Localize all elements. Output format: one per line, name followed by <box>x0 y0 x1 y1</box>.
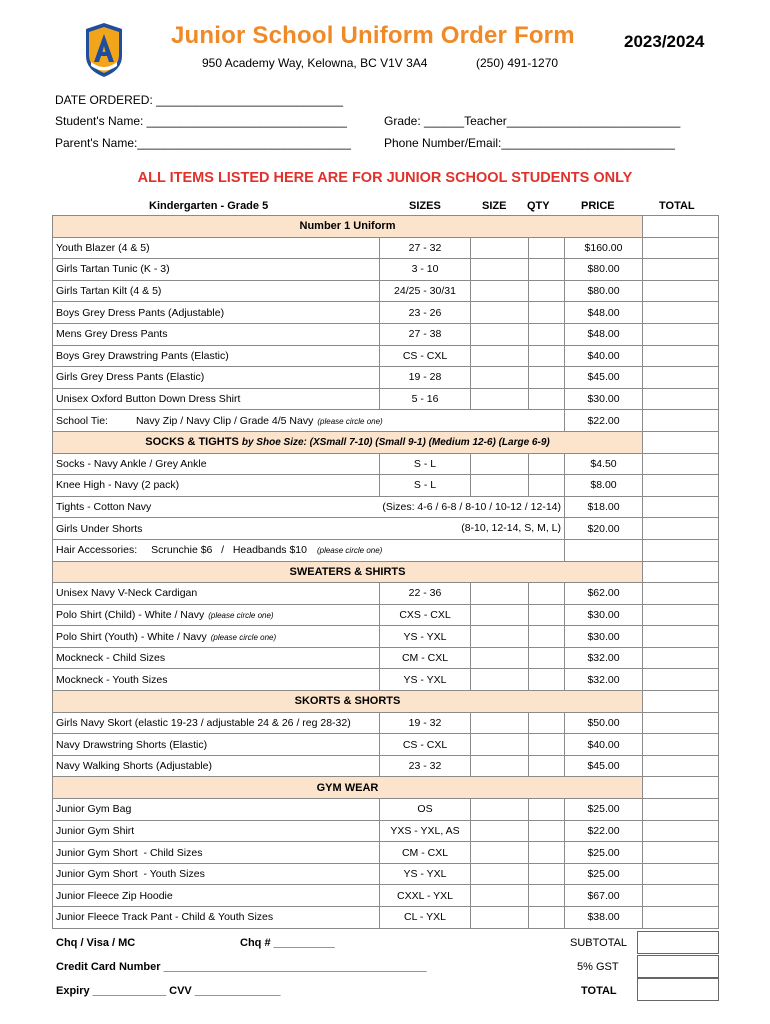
expiry-cvv-field[interactable]: Expiry ____________ CVV ______________ <box>56 985 281 997</box>
item-price: $80.00 <box>565 259 643 281</box>
item-sizes: YS - YXL <box>380 863 471 885</box>
size-cell[interactable] <box>471 604 529 626</box>
total-cell[interactable] <box>643 604 719 626</box>
qty-cell[interactable] <box>529 712 565 734</box>
size-cell[interactable] <box>471 820 529 842</box>
size-cell[interactable] <box>471 259 529 281</box>
table-row <box>53 237 719 259</box>
table-row <box>53 626 719 648</box>
qty-cell[interactable] <box>529 345 565 367</box>
circle-one-note: (please circle one) <box>316 546 383 556</box>
school-phone: (250) 491-1270 <box>476 56 559 70</box>
size-header: SIZE <box>482 200 507 212</box>
size-cell[interactable] <box>471 323 529 345</box>
item-sizes: 27 - 38 <box>380 323 471 345</box>
total-cell[interactable] <box>643 237 719 259</box>
item-sizes: YXS - YXL, AS <box>380 820 471 842</box>
price-header: PRICE <box>581 200 615 212</box>
qty-cell[interactable] <box>529 388 565 410</box>
total-cell[interactable] <box>643 259 719 281</box>
size-cell[interactable] <box>471 885 529 907</box>
item-name: Junior Fleece Zip Hoodie <box>53 885 380 907</box>
size-cell[interactable] <box>471 453 529 475</box>
table-row <box>53 863 719 885</box>
item-sizes: CXS - CXL <box>380 604 471 626</box>
item-name: Mens Grey Dress Pants <box>53 323 380 345</box>
item-price: $4.50 <box>565 453 643 475</box>
item-sizes: 23 - 32 <box>380 755 471 777</box>
item-sizes: 27 - 32 <box>380 237 471 259</box>
qty-header: QTY <box>527 200 550 212</box>
item-price: $18.00 <box>565 496 643 518</box>
item-price: $30.00 <box>565 604 643 626</box>
total-cell[interactable] <box>643 302 719 324</box>
tie-options[interactable]: Navy Zip / Navy Clip / Grade 4/5 Navy <box>135 414 314 427</box>
item-name: Youth Blazer (4 & 5) <box>53 237 380 259</box>
section-number-1-uniform: Number 1 Uniform <box>53 216 643 238</box>
table-row <box>53 734 719 756</box>
table-row <box>53 496 719 518</box>
item-price: $22.00 <box>565 410 643 432</box>
qty-cell[interactable] <box>529 280 565 302</box>
total-cell[interactable] <box>643 799 719 821</box>
student-name-field[interactable]: Student's Name: ______________________________ <box>55 114 347 128</box>
item-name: Navy Drawstring Shorts (Elastic) <box>53 734 380 756</box>
item-name: Navy Walking Shorts (Adjustable) <box>53 755 380 777</box>
table-row <box>53 820 719 842</box>
item-sizes: CS - CXL <box>380 345 471 367</box>
total-cell[interactable] <box>643 475 719 497</box>
order-items-table <box>52 215 719 929</box>
qty-cell[interactable] <box>529 885 565 907</box>
size-cell[interactable] <box>471 907 529 929</box>
table-row <box>53 842 719 864</box>
total-cell[interactable] <box>643 561 719 583</box>
table-row <box>53 259 719 281</box>
item-price: $25.00 <box>565 799 643 821</box>
item-name: Mockneck - Youth Sizes <box>53 669 380 691</box>
item-sizes: 23 - 26 <box>380 302 471 324</box>
section-row <box>53 691 719 713</box>
size-cell[interactable] <box>471 583 529 605</box>
size-cell[interactable] <box>471 669 529 691</box>
item-price: $38.00 <box>565 907 643 929</box>
section-row <box>53 431 719 453</box>
item-price: $32.00 <box>565 669 643 691</box>
item-name: Tights - Cotton Navy <box>56 501 152 514</box>
gst-label: 5% GST <box>577 961 619 973</box>
qty-cell[interactable] <box>529 367 565 389</box>
tights-cell[interactable] <box>53 496 565 518</box>
table-row <box>53 367 719 389</box>
total-cell[interactable] <box>643 323 719 345</box>
section-row <box>53 216 719 238</box>
total-cell[interactable] <box>643 539 719 561</box>
item-price: $30.00 <box>565 388 643 410</box>
item-sizes: CS - CXL <box>380 734 471 756</box>
item-sizes: S - L <box>380 453 471 475</box>
item-name: Junior Gym Shirt <box>53 820 380 842</box>
size-cell[interactable] <box>471 842 529 864</box>
sizes-header: SIZES <box>409 200 441 212</box>
school-year: 2023/2024 <box>624 32 705 51</box>
total-cell[interactable] <box>643 907 719 929</box>
item-price: $62.00 <box>565 583 643 605</box>
section-skorts-shorts: SKORTS & SHORTS <box>53 691 643 713</box>
item-name: Girls Grey Dress Pants (Elastic) <box>53 367 380 389</box>
table-row <box>53 669 719 691</box>
table-row <box>53 755 719 777</box>
total-cell[interactable] <box>643 280 719 302</box>
subtotal-label: SUBTOTAL <box>570 937 628 949</box>
size-cell[interactable] <box>471 712 529 734</box>
qty-cell[interactable] <box>529 259 565 281</box>
section-row <box>53 777 719 799</box>
school-address: 950 Academy Way, Kelowna, BC V1V 3A4 <box>202 56 428 70</box>
table-row <box>53 799 719 821</box>
parent-name-field[interactable]: Parent's Name:________________________________ <box>55 136 351 150</box>
qty-cell[interactable] <box>529 323 565 345</box>
total-cell[interactable] <box>643 842 719 864</box>
item-sizes: CM - CXL <box>380 842 471 864</box>
table-row <box>53 345 719 367</box>
item-name: Girls Tartan Tunic (K - 3) <box>53 259 380 281</box>
section-sweaters-shirts: SWEATERS & SHIRTS <box>53 561 643 583</box>
tie-label: School Tie: <box>56 414 108 427</box>
item-price: $20.00 <box>565 518 643 540</box>
item-price: $8.00 <box>565 475 643 497</box>
item-price: $22.00 <box>565 820 643 842</box>
item-sizes: (Sizes: 4-6 / 6-8 / 8-10 / 10-12 / 12-14) <box>382 500 561 513</box>
hair-accessories-cell[interactable] <box>53 539 565 561</box>
total-cell[interactable] <box>643 583 719 605</box>
total-cell[interactable] <box>643 712 719 734</box>
form-title: Junior School Uniform Order Form <box>171 22 575 49</box>
section-title: SOCKS & TIGHTS <box>145 436 239 449</box>
subtotal-box[interactable] <box>637 931 719 954</box>
item-name: Boys Grey Dress Pants (Adjustable) <box>53 302 380 324</box>
item-price: $30.00 <box>565 626 643 648</box>
table-row <box>53 583 719 605</box>
qty-cell[interactable] <box>529 453 565 475</box>
phone-email-field[interactable]: Phone Number/Email:__________________________ <box>384 136 675 150</box>
qty-cell[interactable] <box>529 237 565 259</box>
item-sizes: CL - YXL <box>380 907 471 929</box>
item-name-cell[interactable] <box>53 626 380 648</box>
qty-cell[interactable] <box>529 302 565 324</box>
total-cell[interactable] <box>643 496 719 518</box>
hair-label: Hair Accessories: <box>56 544 138 557</box>
table-row <box>53 475 719 497</box>
item-name: Junior Gym Bag <box>53 799 380 821</box>
table-row <box>53 388 719 410</box>
item-name: Girls Under Shorts <box>56 522 143 535</box>
school-crest-logo <box>85 22 123 78</box>
item-price: $32.00 <box>565 647 643 669</box>
size-cell[interactable] <box>471 863 529 885</box>
price-cell <box>565 539 643 561</box>
item-name: Boys Grey Drawstring Pants (Elastic) <box>53 345 380 367</box>
school-tie-cell[interactable] <box>53 410 565 432</box>
circle-one-note: (please circle one) <box>210 632 277 642</box>
total-cell[interactable] <box>643 863 719 885</box>
qty-cell[interactable] <box>529 820 565 842</box>
grade-teacher-field[interactable]: Grade: ______Teacher__________________________ <box>384 114 681 128</box>
credit-card-number-field[interactable]: Credit Card Number ___________________________________________ <box>56 961 427 973</box>
item-sizes: 22 - 36 <box>380 583 471 605</box>
total-header: TOTAL <box>659 200 695 212</box>
item-name: Mockneck - Child Sizes <box>53 647 380 669</box>
item-sizes: OS <box>380 799 471 821</box>
total-cell[interactable] <box>643 669 719 691</box>
shoe-size-guide: by Shoe Size: (XSmall 7-10) (Small 9-1) (Medium 12-6) (Large 6-9) <box>241 437 550 449</box>
item-name: Girls Tartan Kilt (4 & 5) <box>53 280 380 302</box>
size-cell[interactable] <box>471 345 529 367</box>
item-name: Polo Shirt (Child) - White / Navy <box>56 608 205 621</box>
item-sizes: CXXL - YXL <box>380 885 471 907</box>
table-row <box>53 410 719 432</box>
item-sizes: YS - YXL <box>380 669 471 691</box>
circle-one-note: (please circle one) <box>317 416 383 426</box>
section-row <box>53 561 719 583</box>
item-sizes: CM - CXL <box>380 647 471 669</box>
table-row <box>53 323 719 345</box>
cheque-number-field[interactable]: Chq # __________ <box>240 937 335 949</box>
table-row <box>53 539 719 561</box>
grade-range-header: Kindergarten - Grade 5 <box>149 200 269 212</box>
total-cell[interactable] <box>643 345 719 367</box>
section-socks-tights <box>53 431 643 453</box>
qty-cell[interactable] <box>529 626 565 648</box>
item-price: $25.00 <box>565 842 643 864</box>
size-cell[interactable] <box>471 237 529 259</box>
size-cell[interactable] <box>471 734 529 756</box>
qty-cell[interactable] <box>529 669 565 691</box>
item-price: $67.00 <box>565 885 643 907</box>
total-cell[interactable] <box>643 755 719 777</box>
table-row <box>53 907 719 929</box>
total-cell[interactable] <box>643 431 719 453</box>
item-name: Junior Gym Short - Youth Sizes <box>53 863 380 885</box>
under-shorts-cell[interactable] <box>53 518 565 540</box>
section-gym-wear: GYM WEAR <box>53 777 643 799</box>
item-name: Junior Gym Short - Child Sizes <box>53 842 380 864</box>
date-ordered-field[interactable]: DATE ORDERED: ____________________________ <box>55 93 343 107</box>
item-price: $40.00 <box>565 734 643 756</box>
size-cell[interactable] <box>471 475 529 497</box>
total-cell[interactable] <box>643 777 719 799</box>
total-cell[interactable] <box>643 388 719 410</box>
total-cell[interactable] <box>643 216 719 238</box>
total-cell[interactable] <box>643 367 719 389</box>
item-name: Socks - Navy Ankle / Grey Ankle <box>53 453 380 475</box>
item-name: Polo Shirt (Youth) - White / Navy <box>56 630 207 643</box>
item-price: $48.00 <box>565 323 643 345</box>
item-name: Girls Navy Skort (elastic 19-23 / adjustable 24 & 26 / reg 28-32) <box>53 712 380 734</box>
qty-cell[interactable] <box>529 604 565 626</box>
size-cell[interactable] <box>471 799 529 821</box>
qty-cell[interactable] <box>529 799 565 821</box>
qty-cell[interactable] <box>529 734 565 756</box>
item-sizes: S - L <box>380 475 471 497</box>
payment-method-options[interactable]: Chq / Visa / MC <box>56 937 136 949</box>
gst-box[interactable] <box>637 955 719 978</box>
circle-one-note: (please circle one) <box>208 610 274 620</box>
total-box[interactable] <box>637 978 719 1001</box>
item-name: Knee High - Navy (2 pack) <box>53 475 380 497</box>
qty-cell[interactable] <box>529 755 565 777</box>
size-cell[interactable] <box>471 388 529 410</box>
qty-cell[interactable] <box>529 907 565 929</box>
table-row <box>53 885 719 907</box>
item-name: Unisex Navy V-Neck Cardigan <box>53 583 380 605</box>
item-price: $160.00 <box>565 237 643 259</box>
item-name-cell[interactable] <box>53 604 380 626</box>
item-price: $50.00 <box>565 712 643 734</box>
item-price: $45.00 <box>565 367 643 389</box>
total-cell[interactable] <box>643 518 719 540</box>
total-cell[interactable] <box>643 885 719 907</box>
item-price: $25.00 <box>565 863 643 885</box>
qty-cell[interactable] <box>529 475 565 497</box>
total-cell[interactable] <box>643 626 719 648</box>
total-cell[interactable] <box>643 453 719 475</box>
item-sizes: 5 - 16 <box>380 388 471 410</box>
total-label: TOTAL <box>581 985 617 997</box>
size-cell[interactable] <box>471 626 529 648</box>
qty-cell[interactable] <box>529 647 565 669</box>
table-row <box>53 302 719 324</box>
size-cell[interactable] <box>471 302 529 324</box>
table-row <box>53 280 719 302</box>
total-cell[interactable] <box>643 691 719 713</box>
total-cell[interactable] <box>643 820 719 842</box>
item-sizes: (8-10, 12-14, S, M, L) <box>461 522 561 535</box>
item-name: Unisex Oxford Button Down Dress Shirt <box>53 388 380 410</box>
size-cell[interactable] <box>471 647 529 669</box>
size-cell[interactable] <box>471 280 529 302</box>
table-row <box>53 712 719 734</box>
item-sizes: YS - YXL <box>380 626 471 648</box>
qty-cell[interactable] <box>529 842 565 864</box>
size-cell[interactable] <box>471 367 529 389</box>
qty-cell[interactable] <box>529 583 565 605</box>
total-cell[interactable] <box>643 410 719 432</box>
item-price: $48.00 <box>565 302 643 324</box>
item-sizes: 19 - 32 <box>380 712 471 734</box>
table-row <box>53 518 719 540</box>
size-cell[interactable] <box>471 755 529 777</box>
item-sizes: 24/25 - 30/31 <box>380 280 471 302</box>
table-row <box>53 647 719 669</box>
item-sizes: 3 - 10 <box>380 259 471 281</box>
item-price: $40.00 <box>565 345 643 367</box>
item-price: $45.00 <box>565 755 643 777</box>
item-price: $80.00 <box>565 280 643 302</box>
table-row <box>53 604 719 626</box>
hair-options[interactable]: Scrunchie $6 / Headbands $10 <box>151 544 307 557</box>
students-only-banner: ALL ITEMS LISTED HERE ARE FOR JUNIOR SCHOOL STUDENTS ONLY <box>137 170 633 186</box>
item-sizes: 19 - 28 <box>380 367 471 389</box>
item-name: Junior Fleece Track Pant - Child & Youth Sizes <box>53 907 380 929</box>
total-cell[interactable] <box>643 734 719 756</box>
total-cell[interactable] <box>643 647 719 669</box>
table-row <box>53 453 719 475</box>
qty-cell[interactable] <box>529 863 565 885</box>
